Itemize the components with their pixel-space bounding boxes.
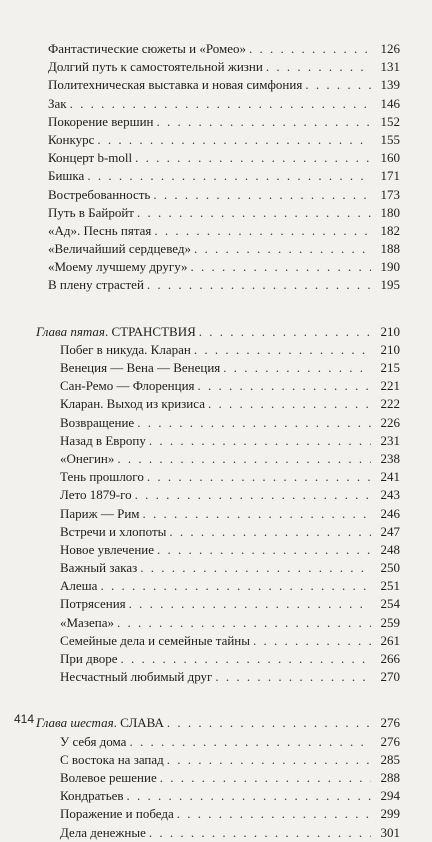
toc-entry [36,523,400,541]
chapter-four-tail-list [36,40,400,295]
toc-entry [36,40,400,58]
toc-entry-title: «Мазепа» [60,614,114,630]
leader-dots [253,632,371,650]
leader-dots [154,222,371,240]
toc-entry-title: Политехническая выставка и новая симфония [48,77,303,93]
page-ref: 190 [380,259,400,275]
toc-entry-title: Лето 1879-го [60,487,132,503]
toc-entry [36,377,400,395]
toc-entry [36,805,400,823]
toc-entry [36,650,400,668]
page-ref: 221 [380,378,400,394]
chapter-name: СТРАНСТВИЯ [111,323,196,339]
leader-dots [97,131,371,149]
toc-entry-title: Важный заказ [60,560,138,576]
leader-dots [157,113,371,131]
toc-entry-title: Востребованность [48,186,151,202]
toc-entry [36,486,400,504]
leader-dots [137,414,371,432]
toc-entry-title: Потрясения [60,596,126,612]
toc-entry [36,824,400,842]
page-ref: 139 [380,77,400,93]
toc-entry-title: Покорение вершин [48,113,154,129]
toc-entry-title: У себя дома [60,733,127,749]
toc-entry-title: Бишка [48,168,85,184]
chapter-heading-title: Глава пятая. СТРАНСТВИЯ [36,323,196,339]
toc-entry [36,614,400,632]
toc-entry-title: Возвращение [60,414,135,430]
leader-dots [223,359,371,377]
toc-entry [36,240,400,258]
toc-entry [36,450,400,468]
leader-dots [177,805,371,823]
toc-entry-title: Концерт b-moll [48,150,133,166]
leader-dots [157,541,371,559]
page-ref: 301 [380,824,400,840]
page-ref: 288 [380,769,400,785]
chapter-name: СЛАВА [120,715,164,731]
spacer [36,295,400,309]
toc-entry [36,668,400,686]
page-ref: 276 [380,733,400,749]
page-ref: 222 [380,396,400,412]
toc-entry [36,733,400,751]
page-ref: 299 [380,806,400,822]
page-ref: 160 [380,150,400,166]
page-ref: 180 [380,204,400,220]
toc-entry-title: Конкурс [48,131,95,147]
leader-dots [129,595,371,613]
toc-entry [36,468,400,486]
toc-entry-title: Тень прошлого [60,469,144,485]
page-number: 414 [14,712,35,726]
page-ref: 248 [380,541,400,557]
spacer [36,309,400,323]
page-ref: 241 [380,469,400,485]
toc-entry-title: Зак [48,95,67,111]
page-ref: 261 [380,632,400,648]
chapter-five-heading [36,323,400,341]
leader-dots [153,186,371,204]
toc-entry-title: Путь в Байройт [48,204,134,220]
toc-entry-title: «Ад». Песнь пятая [48,222,152,238]
page-ref: 210 [380,323,400,339]
toc-entry-title: Кондратьев [60,788,124,804]
toc-entry [36,787,400,805]
toc-entry [36,58,400,76]
toc-entry-title: Несчастный любимый друг [60,669,213,685]
page-ref: 146 [380,95,400,111]
page-ref: 226 [380,414,400,430]
toc-entry-title: Кларан. Выход из кризиса [60,396,205,412]
toc-entry [36,395,400,413]
toc-entry-title: Долгий путь к самостоятельной жизни [48,59,263,75]
toc-entry [36,167,400,185]
page-ref: 250 [380,560,400,576]
leader-dots [149,432,371,450]
toc-entry [36,258,400,276]
toc-entry [36,541,400,559]
toc-entry [36,204,400,222]
toc-entry-title: Встречи и хлопоты [60,523,167,539]
toc-entry [36,149,400,167]
page-ref: 285 [380,751,400,767]
chapter-label: Глава шестая [36,715,114,731]
page-ref: 251 [380,578,400,594]
chapter-label: Глава пятая [36,323,105,339]
leader-dots [117,614,371,632]
leader-dots [249,40,371,58]
toc-entry-title: При дворе [60,651,118,666]
toc-entry-title: Алеша [60,578,98,594]
leader-dots [121,650,371,668]
toc-entry-title: В плену страстей [48,277,144,293]
page-ref: 171 [380,168,400,184]
spacer [36,700,400,714]
toc-entry-title: Новое увлечение [60,541,155,557]
toc-entry [36,113,400,131]
page-ref: 126 [380,41,400,56]
toc-entry-title: Венеция — Вена — Венеция [60,360,221,375]
page-ref: 266 [380,651,400,666]
leader-dots [140,559,371,577]
leader-dots [137,204,371,222]
page-ref: 182 [380,222,400,238]
toc-entry [36,769,400,787]
toc-entry [36,341,400,359]
toc-entry-title: «Онегин» [60,450,115,466]
page-ref: 243 [380,487,400,503]
page-ref: 215 [380,360,400,375]
page-ref: 173 [380,186,400,202]
toc-entry [36,632,400,650]
page-ref: 131 [380,59,400,75]
toc-entry-title: Париж — Рим [60,505,140,521]
leader-dots [135,486,371,504]
leader-dots [167,714,371,732]
leader-dots [305,76,371,94]
leader-dots [100,577,371,595]
toc-entry-title: Семейные дела и семейные тайны [60,632,250,648]
page-ref: 246 [380,505,400,521]
toc-entry [36,577,400,595]
page-ref: 294 [380,788,400,804]
page-ref: 247 [380,523,400,539]
leader-dots [147,468,371,486]
page-ref: 238 [380,450,400,466]
page-ref: 231 [380,432,400,448]
page-ref: 270 [380,669,400,685]
toc-entry-title: Побег в никуда. Кларан [60,341,191,357]
leader-dots [160,769,371,787]
toc-entry [36,276,400,294]
page-ref: 152 [380,113,400,129]
toc-entry-title: Дела денежные [60,824,146,840]
toc-entry [36,76,400,94]
leader-dots [129,733,371,751]
leader-dots [149,824,371,842]
toc-entry-title: «Моему лучшему другу» [48,259,188,275]
leader-dots [208,395,371,413]
toc-entry [36,595,400,613]
table-of-contents [36,40,400,842]
toc-entry [36,432,400,450]
chapter-five-list [36,341,400,687]
toc-entry [36,505,400,523]
leader-dots [215,668,371,686]
toc-entry [36,559,400,577]
page-ref: 210 [380,341,400,357]
toc-entry-title: Фантастические сюжеты и «Ромео» [48,41,246,56]
toc-entry [36,131,400,149]
leader-dots [135,149,371,167]
leader-dots [266,58,371,76]
leader-dots [147,276,371,294]
toc-entry-title: С востока на запад [60,751,164,767]
toc-entry [36,414,400,432]
leader-dots [117,450,371,468]
page-ref: 195 [380,277,400,293]
toc-entry-title: «Величайший сердцевед» [48,241,191,257]
leader-dots [70,95,371,113]
toc-entry [36,95,400,113]
toc-entry [36,186,400,204]
toc-entry-title: Поражение и победа [60,806,174,822]
toc-entry [36,359,400,377]
leader-dots [169,523,371,541]
spacer [36,686,400,700]
leader-dots [143,505,371,523]
page-ref: 254 [380,596,400,612]
toc-entry [36,751,400,769]
leader-dots [194,341,371,359]
chapter-six-heading [36,714,400,732]
leader-dots [194,240,371,258]
toc-entry [36,222,400,240]
chapter-six-list [36,733,400,842]
toc-entry-title: Назад в Европу [60,432,146,448]
leader-dots [191,258,371,276]
leader-dots [199,323,371,341]
leader-dots [127,787,371,805]
toc-entry-title: Сан-Ремо — Флоренция [60,378,195,394]
leader-dots [87,167,371,185]
toc-entry-title: Волевое решение [60,769,157,785]
page-ref: 276 [380,715,400,731]
page-ref: 155 [380,131,400,147]
leader-dots [167,751,371,769]
page-ref: 188 [380,241,400,257]
page-ref: 259 [380,614,400,630]
chapter-heading-title: Глава шестая. СЛАВА [36,715,164,731]
leader-dots [198,377,371,395]
